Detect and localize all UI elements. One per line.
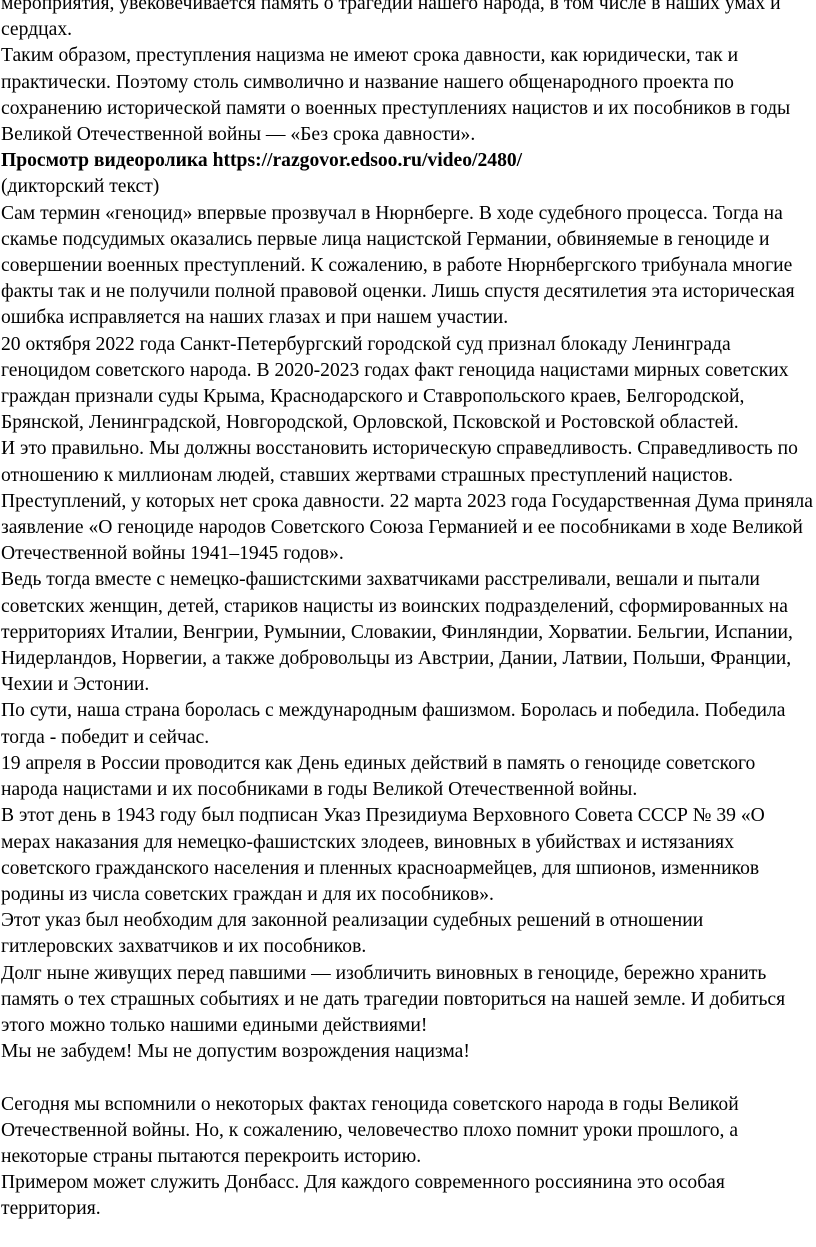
paragraph-6: Ведь тогда вместе с немецко-фашистскими захватчиками расстреливали, вешали и пытали советских женщин, детей, стариков нацисты из воинских подразделений, сформированных на территориях Италии, Венгрии, Румынии, Словакии, Финляндии, Хорватии. Бельгии, Испании, Нидерландов, Норвегии, а также добровольцы из Австрии, Дании, Латвии, Польши, Франции, Чехии и Эстонии. — [1, 569, 793, 696]
paragraph-5: И это правильно. Мы должны восстановить историческую справедливость. Справедливость по отношению к миллионам людей, ставших жертвами страшных преступлений нацистов. Преступлений, у которых нет срока давности. 22 марта 2023 года Государственная Дума приняла заявление «О геноциде народов Советского Союза Германией и ее пособниками в ходе Великой Отечественной войны 1941–1945 годов». — [1, 438, 813, 565]
paragraph-12: Мы не забудем! Мы не допустим возрождения нацизма! — [1, 1041, 470, 1063]
video-link-heading: Просмотр видеоролика https://razgovor.edsoo.ru/video/2480/ — [1, 150, 523, 172]
paragraph-13: Сегодня мы вспомнили о некоторых фактах геноцида советского народа в годы Великой Отечественной войны. Но, к сожалению, человечество плохо помнит уроки прошлого, а некоторые страны пытаются перекроить историю. — [1, 1093, 739, 1167]
paragraph-9: В этот день в 1943 году был подписан Указ Президиума Верховного Совета СССР № 39 «О мерах наказания для немецко-фашистских злодеев, виновных в убийствах и истязаниях советского гражданского населения и пленных красноармейцев, для шпионов, изменников родины из числа советских граждан и для их пособников». — [1, 805, 765, 905]
paragraph-4: 20 октября 2022 года Санкт-Петербургский городской суд признал блокаду Ленинграда геноцидом советского народа. В 2020-2023 годах факт геноцида нацистами мирных советских граждан признали суды Крыма, Краснодарского и Ставропольского краев, Белгородской, Брянской, Ленинградской, Новгородской, Орловской, Псковской и Ростовской областей. — [1, 333, 789, 434]
paragraph-11: Долг ныне живущих перед павшими — изобличить виновных в геноциде, бережно хранить память о тех страшных событиях и не дать трагедии повториться на нашей земле. И добиться этого можно только нашими едиными действиями! — [1, 962, 786, 1036]
blank-line — [1, 1065, 816, 1091]
paragraph-10: Этот указ был необходим для законной реализации судебных решений в отношении гитлеровских захватчиков и их пособников. — [1, 910, 704, 958]
paragraph-7: По сути, наша страна боролась с международным фашизмом. Боролась и победила. Победила тогда - победит и сейчас. — [1, 700, 786, 748]
paragraph-3: Сам термин «геноцид» впервые прозвучал в Нюрнберге. В ходе судебного процесса. Тогда на скамье подсудимых оказались первые лица нацистской Германии, обвиняемые в геноциде и совершении военных преступлений. К сожалению, в работе Нюрнбергского трибунала многие факты так и не получили полной правовой оценки. Лишь спустя десятилетия эта историческая ошибка исправляется на наших глазах и при нашем участии. — [1, 202, 795, 329]
announcer-note: (дикторский текст) — [1, 176, 160, 198]
paragraph-14: Примером может служить Донбасс. Для каждого современного россиянина это особая территория. — [1, 1172, 725, 1220]
paragraph-1: мероприятия, увековечивается память о трагедии нашего народа, в том числе в наших умах и сердцах. — [1, 0, 781, 41]
paragraph-8: 19 апреля в России проводится как День единых действий в память о геноциде советского народа нацистами и их пособниками в годы Великой Отечественной войны. — [1, 752, 756, 801]
paragraph-2: Таким образом, преступления нацизма не имеют срока давности, как юридически, так и практически. Поэтому столь символично и название нашего общенародного проекта по сохранению исторической памяти о военных преступлениях нацистов и их пособников в годы Великой Отечественной войны — «Без срока давности». — [1, 45, 791, 146]
